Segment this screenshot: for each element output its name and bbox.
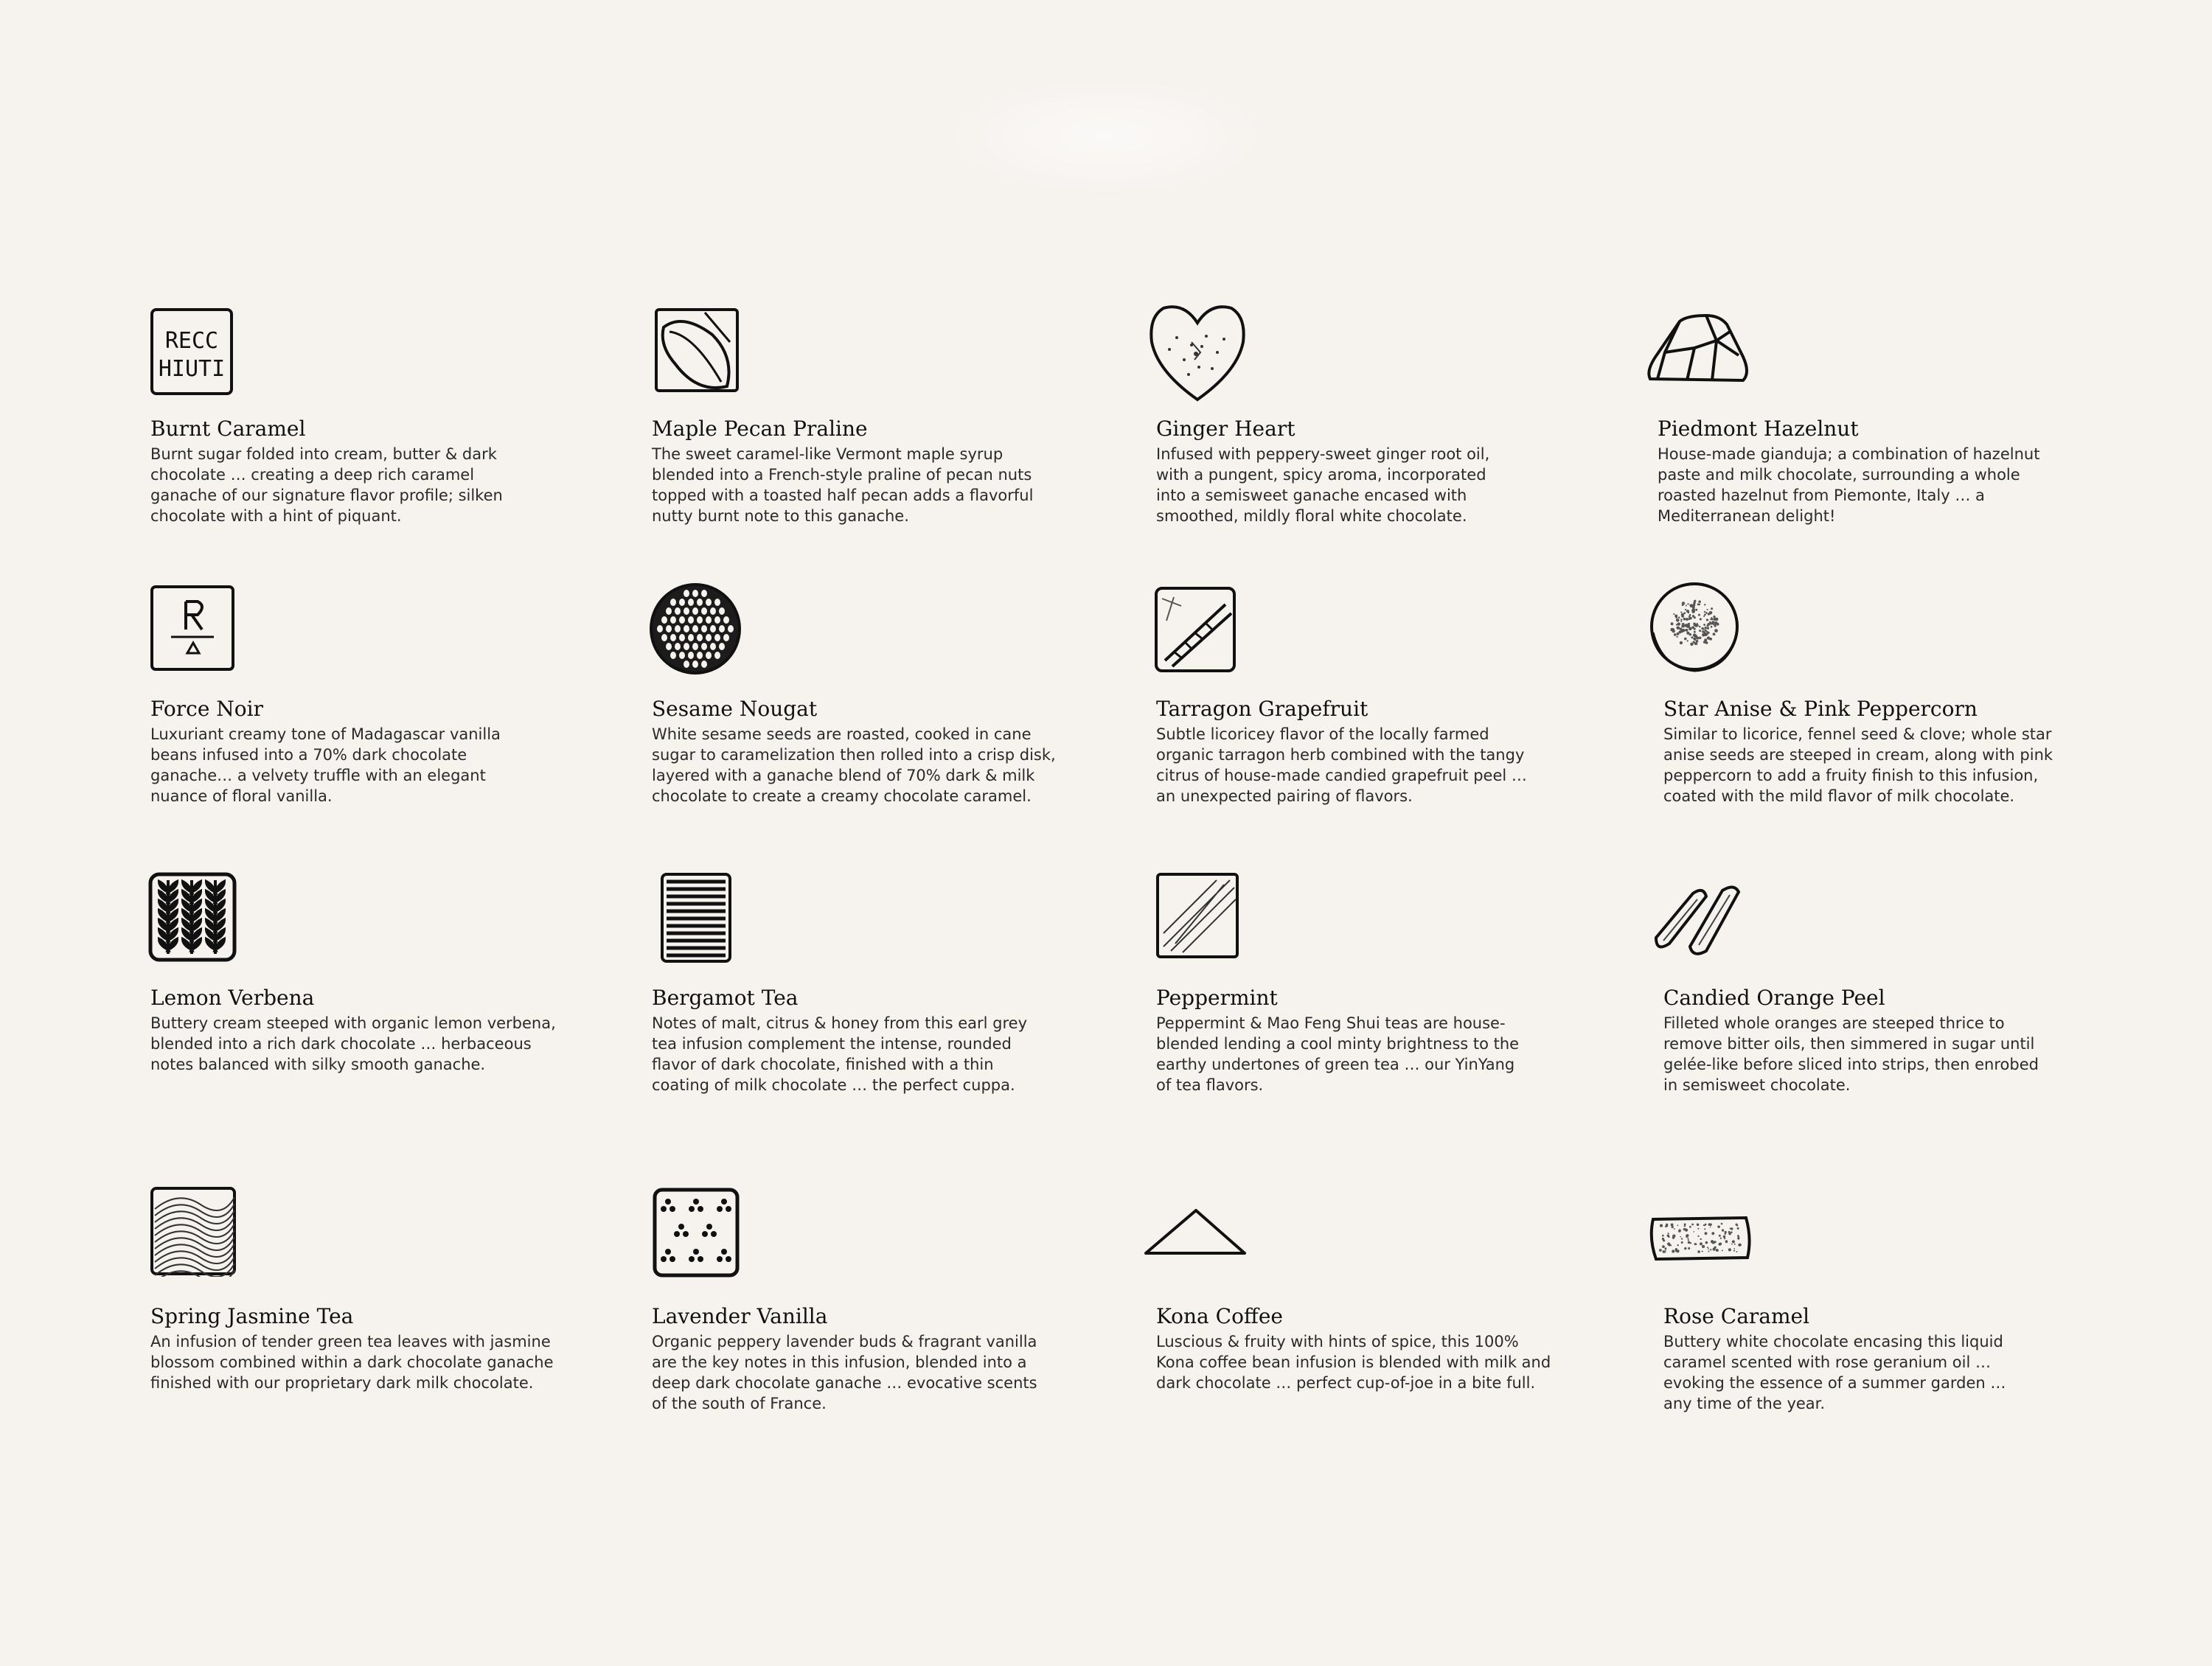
item-description: The sweet caramel-like Vermont maple syrup blended into a French-style praline of pecan nuts topped with a toasted half pecan adds a flavorful nutty burnt note to this ganache. (652, 445, 1034, 525)
item-name: Force Noir (150, 697, 263, 721)
sesame-disk-icon (646, 579, 745, 678)
item-name: Lemon Verbena (150, 986, 315, 1010)
item-name: Piedmont Hazelnut (1658, 416, 1859, 441)
item-name: Candied Orange Peel (1663, 986, 1885, 1010)
item-description: White sesame seeds are roasted, cooked in cane sugar to caramelization then rolled into a crisp disk, layered with a ganache blend of 70% dark & milk chocolate to create a creamy chocolate caramel. (652, 725, 1056, 805)
recchiuti-logo-icon (149, 307, 234, 397)
item-description: Peppermint & Mao Feng Shui teas are house- blended lending a cool minty brightness to the earthy undertones of green tea … our YinYang of tea flavors. (1156, 1014, 1520, 1094)
speckled-round-icon (1647, 581, 1742, 675)
item-name: Star Anise & Pink Peppercorn (1663, 697, 1978, 721)
item-description: Luscious & fruity with hints of spice, this 100% Kona coffee bean infusion is blended with milk and dark chocolate … perfect cup-of-joe in a bite full. (1156, 1333, 1551, 1392)
wave-square-icon (149, 1185, 237, 1277)
item-description: Subtle licoricey flavor of the locally farmed organic tarragon herb combined with the tangy citrus of house-made candied grapefruit peel … an unexpected pairing of flavors. (1156, 725, 1527, 805)
logo-line1: RECC (164, 328, 219, 354)
item-name: Ginger Heart (1156, 416, 1295, 441)
item-description: Notes of malt, citrus & honey from this earl grey tea infusion complement the intense, rounded flavor of dark chocolate, finished with a thin coating of milk chocolate … the perfect cuppa. (652, 1014, 1028, 1094)
speckled-bar-icon (1646, 1209, 1755, 1262)
item-name: Rose Caramel (1663, 1304, 1810, 1328)
item-name: Maple Pecan Praline (652, 416, 868, 441)
item-description: An infusion of tender green tea leaves with jasmine blossom combined within a dark chocolate ganache finished with our proprietary dark milk chocolate. (150, 1333, 554, 1392)
hazelnut-dome-icon (1643, 311, 1750, 388)
leaf-pattern-icon (146, 870, 239, 964)
triangle-icon (1141, 1206, 1249, 1256)
item-description: Buttery white chocolate encasing this liquid caramel scented with rose geranium oil … evoking the essence of a summer garden … any time of the year. (1663, 1333, 2006, 1412)
item-name: Spring Jasmine Tea (150, 1304, 354, 1328)
striped-square-icon (658, 870, 734, 966)
item-description: Burnt sugar folded into cream, butter & dark chocolate … creating a deep rich caramel ganache of our signature flavor profile; silken chocolate with a hint of piquant. (150, 445, 503, 525)
item-description: Infused with peppery-sweet ginger root oil, with a pungent, spicy aroma, incorporated into a semisweet ganache encased with smoothed, mildly floral white chocolate. (1156, 445, 1490, 525)
grapefruit-square-icon (1152, 584, 1240, 675)
item-name: Tarragon Grapefruit (1156, 697, 1368, 721)
item-name: Bergamot Tea (652, 986, 799, 1010)
item-description: Buttery cream steeped with organic lemon verbena, blended into a rich dark chocolate … herbaceous notes balanced with silky smooth ganache. (150, 1014, 556, 1073)
heart-icon (1147, 301, 1248, 404)
item-name: Kona Coffee (1156, 1304, 1283, 1328)
item-description: House-made gianduja; a combination of hazelnut paste and milk chocolate, surrounding a whole roasted hazelnut from Piemonte, Italy … a Mediterranean delight! (1658, 445, 2040, 525)
item-description: Luxuriant creamy tone of Madagascar vanilla beans infused into a 70% dark chocolate ganache… a velvety truffle with an elegant nuance of floral vanilla. (150, 725, 501, 805)
header-smudge (936, 74, 1276, 199)
item-description: Similar to licorice, fennel seed & clove; whole star anise seeds are steeped in cream, along with pink peppercorn to add a fruity finish to this infusion, coated with the mild flavor of milk chocolate. (1663, 725, 2053, 805)
item-name: Lavender Vanilla (652, 1304, 828, 1328)
item-name: Burnt Caramel (150, 416, 306, 441)
diagonal-lines-square-icon (1153, 870, 1242, 961)
item-description: Filleted whole oranges are steeped thrice to remove bitter oils, then simmered in sugar until gelée-like before sliced into strips, then enrobed in semisweet chocolate. (1663, 1014, 2039, 1094)
item-description: Organic peppery lavender buds & fragrant vanilla are the key notes in this infusion, blended into a deep dark chocolate ganache … evocative scents of the south of France. (652, 1333, 1037, 1412)
r-monogram-icon (149, 584, 236, 672)
item-name: Peppermint (1156, 986, 1278, 1010)
item-name: Sesame Nougat (652, 697, 818, 721)
orange-peel-strips-icon (1649, 882, 1749, 958)
trefoil-pattern-icon (650, 1185, 742, 1281)
logo-line2: HIUTI (158, 356, 226, 382)
pecan-icon (653, 305, 742, 397)
